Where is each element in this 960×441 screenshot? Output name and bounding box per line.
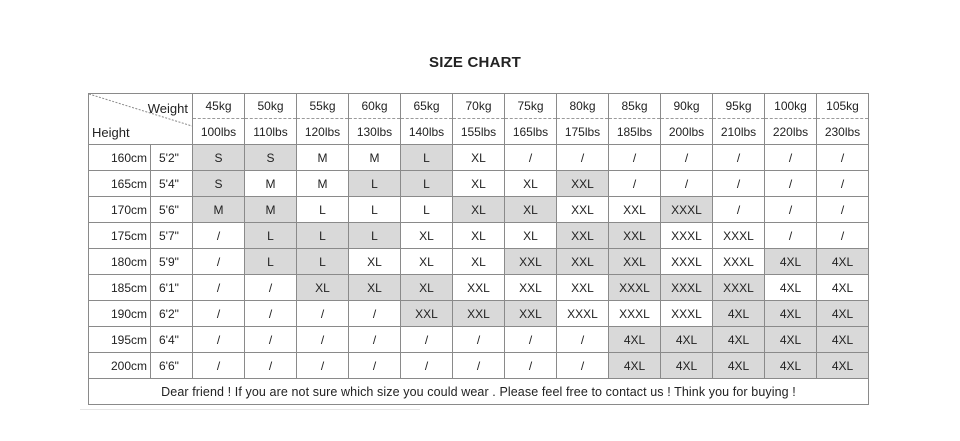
size-cell: XL — [297, 275, 349, 301]
weight-kg-header: 70kg — [453, 94, 505, 119]
height-cm-cell: 170cm — [89, 197, 151, 223]
weight-kg-header: 95kg — [713, 94, 765, 119]
height-cm-cell: 190cm — [89, 301, 151, 327]
table-row — [89, 353, 869, 379]
size-cell: XXL — [453, 275, 505, 301]
weight-lbs-header: 140lbs — [401, 119, 453, 145]
size-cell: 4XL — [817, 249, 869, 275]
height-cm-cell: 185cm — [89, 275, 151, 301]
weight-kg-header: 55kg — [297, 94, 349, 119]
size-cell: XXL — [609, 223, 661, 249]
weight-lbs-header: 100lbs — [193, 119, 245, 145]
size-cell: XL — [453, 249, 505, 275]
size-cell: 4XL — [765, 249, 817, 275]
size-cell: / — [817, 223, 869, 249]
weight-lbs-header: 220lbs — [765, 119, 817, 145]
size-cell: 4XL — [609, 353, 661, 379]
size-cell: M — [193, 197, 245, 223]
size-cell: L — [401, 197, 453, 223]
size-chart-table — [88, 93, 869, 405]
size-cell: M — [245, 197, 297, 223]
size-cell: / — [245, 353, 297, 379]
size-cell: L — [349, 223, 401, 249]
size-cell: XXL — [609, 197, 661, 223]
size-cell: L — [349, 197, 401, 223]
weight-lbs-header: 175lbs — [557, 119, 609, 145]
size-cell: XXL — [557, 249, 609, 275]
footer-rule — [80, 409, 420, 410]
size-cell: L — [401, 171, 453, 197]
size-cell: M — [297, 171, 349, 197]
size-cell: / — [297, 301, 349, 327]
size-cell: 4XL — [661, 353, 713, 379]
weight-axis-label: Weight — [147, 101, 188, 116]
size-cell: L — [245, 223, 297, 249]
table-row — [89, 197, 869, 223]
size-cell: XXL — [505, 275, 557, 301]
size-chart-body — [89, 94, 869, 405]
size-cell: / — [401, 327, 453, 353]
weight-lbs-header: 165lbs — [505, 119, 557, 145]
weight-kg-header: 80kg — [557, 94, 609, 119]
size-cell: XXL — [401, 301, 453, 327]
size-cell: / — [193, 275, 245, 301]
size-cell: 4XL — [765, 353, 817, 379]
size-cell: / — [349, 327, 401, 353]
size-cell: / — [505, 353, 557, 379]
size-cell: XXXL — [557, 301, 609, 327]
height-cm-cell: 180cm — [89, 249, 151, 275]
size-cell: / — [609, 171, 661, 197]
size-cell: / — [765, 145, 817, 171]
size-cell: XXL — [557, 197, 609, 223]
weight-kg-header: 105kg — [817, 94, 869, 119]
size-cell: 4XL — [713, 327, 765, 353]
weight-kg-header: 50kg — [245, 94, 297, 119]
size-cell: XL — [401, 249, 453, 275]
weight-kg-header: 60kg — [349, 94, 401, 119]
size-cell: / — [193, 223, 245, 249]
size-cell: XL — [453, 145, 505, 171]
height-ft-cell: 6'6" — [151, 353, 193, 379]
height-ft-cell: 6'2" — [151, 301, 193, 327]
height-ft-cell: 5'4" — [151, 171, 193, 197]
size-cell: XXXL — [609, 275, 661, 301]
size-cell: / — [817, 197, 869, 223]
size-cell: S — [193, 145, 245, 171]
size-cell: S — [245, 145, 297, 171]
size-cell: / — [401, 353, 453, 379]
size-cell: XXL — [609, 249, 661, 275]
size-cell: / — [557, 145, 609, 171]
table-row — [89, 275, 869, 301]
size-cell: / — [297, 327, 349, 353]
size-cell: 4XL — [713, 301, 765, 327]
size-cell: XL — [505, 171, 557, 197]
table-row — [89, 301, 869, 327]
size-cell: XXXL — [661, 275, 713, 301]
weight-kg-header: 65kg — [401, 94, 453, 119]
size-cell: 4XL — [765, 275, 817, 301]
size-cell: XXL — [557, 275, 609, 301]
page-title: SIZE CHART — [429, 54, 521, 71]
size-cell: / — [193, 327, 245, 353]
weight-lbs-header: 110lbs — [245, 119, 297, 145]
weight-lbs-header: 210lbs — [713, 119, 765, 145]
size-cell: XL — [401, 275, 453, 301]
height-cm-cell: 200cm — [89, 353, 151, 379]
size-cell: XXL — [557, 171, 609, 197]
weight-lbs-header: 155lbs — [453, 119, 505, 145]
size-cell: XXXL — [661, 197, 713, 223]
size-cell: / — [661, 171, 713, 197]
height-cm-cell: 165cm — [89, 171, 151, 197]
size-cell: 4XL — [713, 353, 765, 379]
size-cell: L — [245, 249, 297, 275]
size-cell: / — [245, 327, 297, 353]
size-cell: XXXL — [661, 249, 713, 275]
size-cell: S — [193, 171, 245, 197]
size-cell: M — [349, 145, 401, 171]
size-cell: XXXL — [661, 301, 713, 327]
size-cell: XXXL — [713, 275, 765, 301]
size-cell: XL — [505, 197, 557, 223]
size-cell: / — [453, 353, 505, 379]
size-cell: L — [349, 171, 401, 197]
size-cell: / — [245, 275, 297, 301]
size-cell: XXXL — [713, 223, 765, 249]
height-cm-cell: 195cm — [89, 327, 151, 353]
size-cell: XXL — [505, 301, 557, 327]
size-cell: XXXL — [713, 249, 765, 275]
size-cell: / — [505, 327, 557, 353]
size-cell: XXL — [557, 223, 609, 249]
size-cell: / — [713, 171, 765, 197]
size-cell: 4XL — [817, 353, 869, 379]
weight-lbs-row — [89, 119, 869, 145]
weight-lbs-header: 120lbs — [297, 119, 349, 145]
table-row — [89, 249, 869, 275]
size-cell: L — [297, 223, 349, 249]
size-cell: XXL — [505, 249, 557, 275]
height-axis-label: Height — [92, 125, 130, 140]
height-ft-cell: 6'1" — [151, 275, 193, 301]
weight-kg-header: 75kg — [505, 94, 557, 119]
weight-kg-row — [89, 94, 869, 119]
size-cell: / — [817, 145, 869, 171]
size-cell: 4XL — [765, 301, 817, 327]
size-cell: XL — [453, 223, 505, 249]
table-row — [89, 171, 869, 197]
weight-kg-header: 90kg — [661, 94, 713, 119]
size-cell: / — [817, 171, 869, 197]
weight-lbs-header: 200lbs — [661, 119, 713, 145]
height-cm-cell: 175cm — [89, 223, 151, 249]
size-cell: / — [193, 353, 245, 379]
size-cell: / — [713, 197, 765, 223]
height-ft-cell: 5'7" — [151, 223, 193, 249]
size-cell: / — [297, 353, 349, 379]
size-cell: XXXL — [661, 223, 713, 249]
size-cell: / — [349, 353, 401, 379]
size-cell: / — [661, 145, 713, 171]
size-cell: / — [713, 145, 765, 171]
footer-row — [89, 379, 869, 405]
table-row — [89, 223, 869, 249]
size-cell: XXXL — [609, 301, 661, 327]
size-cell: / — [193, 301, 245, 327]
size-cell: L — [297, 249, 349, 275]
size-cell: M — [297, 145, 349, 171]
weight-lbs-header: 130lbs — [349, 119, 401, 145]
height-ft-cell: 5'2" — [151, 145, 193, 171]
height-ft-cell: 6'4" — [151, 327, 193, 353]
table-row — [89, 327, 869, 353]
weight-lbs-header: 230lbs — [817, 119, 869, 145]
size-cell: / — [765, 197, 817, 223]
size-cell: 4XL — [609, 327, 661, 353]
size-cell: / — [505, 145, 557, 171]
weight-kg-header: 85kg — [609, 94, 661, 119]
size-cell: L — [401, 145, 453, 171]
size-cell: XXL — [453, 301, 505, 327]
height-cm-cell: 160cm — [89, 145, 151, 171]
height-ft-cell: 5'6" — [151, 197, 193, 223]
size-cell: M — [245, 171, 297, 197]
size-cell: / — [609, 145, 661, 171]
size-cell: / — [193, 249, 245, 275]
size-cell: / — [557, 353, 609, 379]
size-cell: XL — [453, 197, 505, 223]
weight-kg-header: 100kg — [765, 94, 817, 119]
size-cell: XL — [453, 171, 505, 197]
table-row — [89, 145, 869, 171]
size-cell: XL — [349, 249, 401, 275]
size-cell: 4XL — [661, 327, 713, 353]
corner-header-cell — [89, 94, 193, 145]
height-ft-cell: 5'9" — [151, 249, 193, 275]
size-cell: XL — [401, 223, 453, 249]
size-cell: / — [557, 327, 609, 353]
size-cell: 4XL — [765, 327, 817, 353]
size-cell: XL — [349, 275, 401, 301]
weight-kg-header: 45kg — [193, 94, 245, 119]
footer-note: Dear friend ! If you are not sure which size you could wear . Please feel free to contact us ! Think you for buying ! — [89, 379, 869, 405]
size-cell: XL — [505, 223, 557, 249]
size-cell: 4XL — [817, 301, 869, 327]
size-cell: / — [245, 301, 297, 327]
size-cell: / — [765, 171, 817, 197]
size-cell: L — [297, 197, 349, 223]
size-cell: 4XL — [817, 275, 869, 301]
size-cell: / — [349, 301, 401, 327]
size-cell: / — [765, 223, 817, 249]
size-cell: / — [453, 327, 505, 353]
size-cell: 4XL — [817, 327, 869, 353]
weight-lbs-header: 185lbs — [609, 119, 661, 145]
